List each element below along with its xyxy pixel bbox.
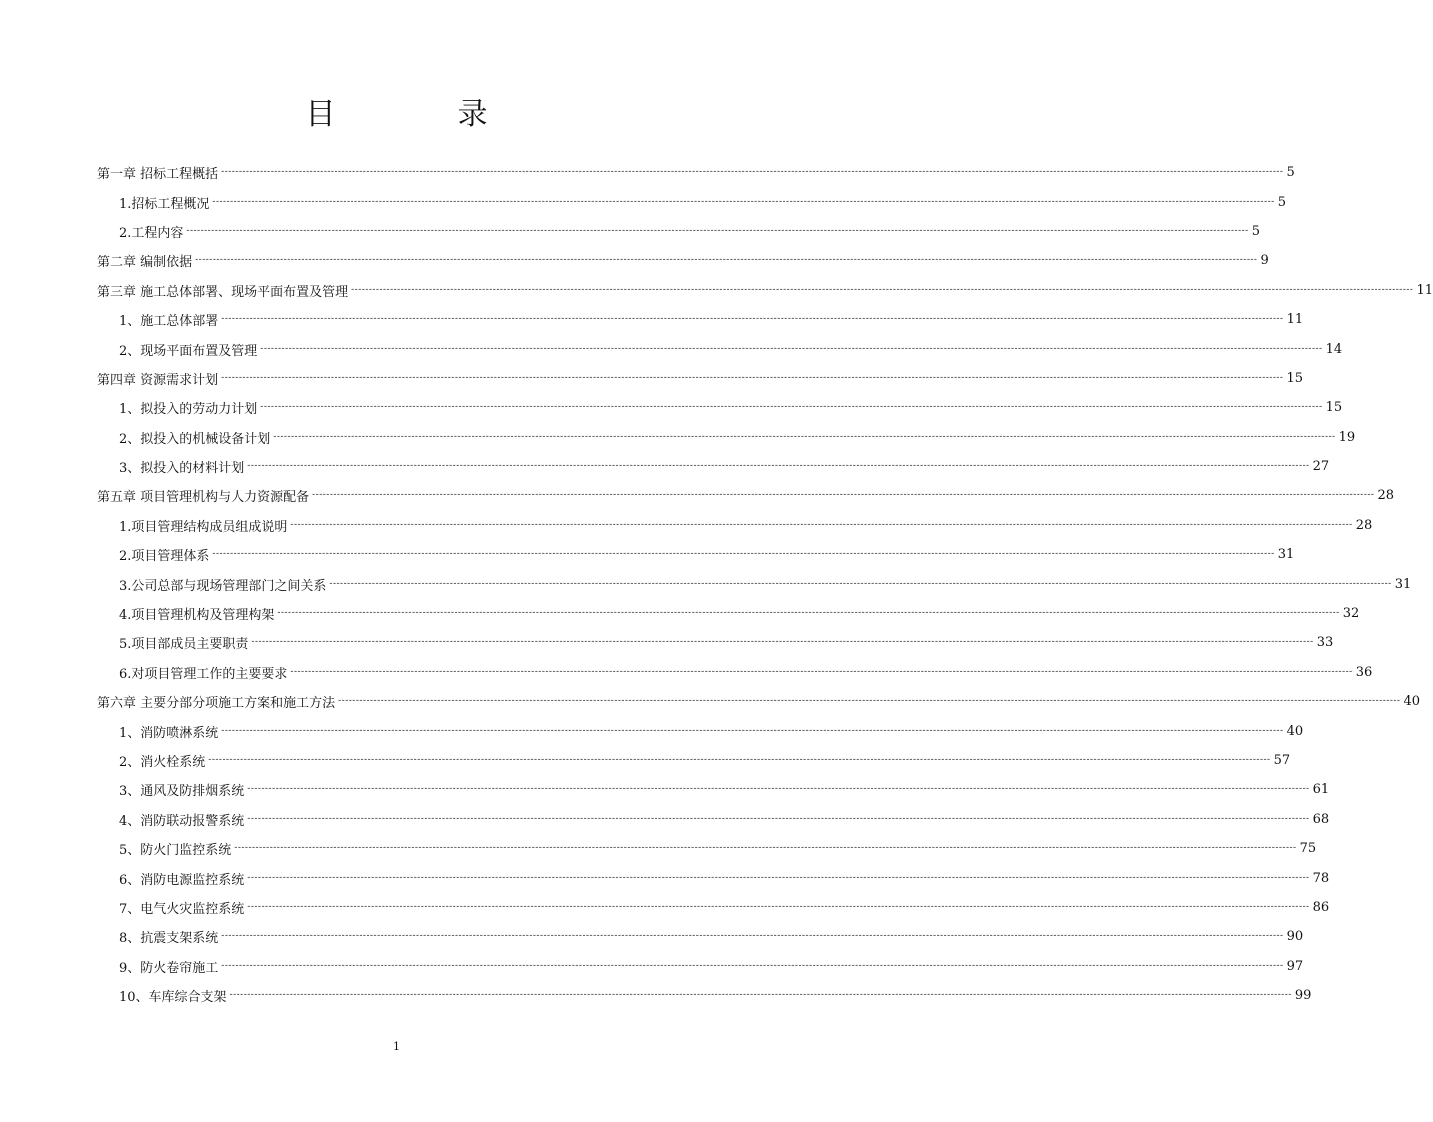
toc-section-entry[interactable] (97, 452, 1330, 481)
toc-entry-label: 8、抗震支架系统 (119, 931, 219, 947)
toc-entry-page: 27 (1312, 459, 1330, 475)
toc-section-entry[interactable] (97, 393, 1343, 422)
toc-leader-dashes: ------------------------------------------------------------------------------------------------------------------------------------------------------------------------------------------------------------------------------------------------------------------------------------------------------------ (212, 549, 1275, 560)
toc-entry-label: 3.公司总部与现场管理部门之间关系 (119, 578, 327, 594)
toc-leader-dashes: ------------------------------------------------------------------------------------------------------------------------------------------------------------------------------------------------------------------------------------------------------------------------------------------------------------ (290, 519, 1353, 530)
toc-chapter-entry[interactable] (97, 246, 1269, 275)
page-title: 目 录 (305, 97, 534, 132)
toc-entry-label: 第三章 施工总体部署、现场平面布置及管理 (97, 284, 349, 300)
toc-leader-dashes: ------------------------------------------------------------------------------------------------------------------------------------------------------------------------------------------------------------------------------------------------------------------------------------------------------------ (221, 725, 1284, 736)
toc-entry-page: 5 (1277, 194, 1286, 210)
toc-entry-label: 第一章 招标工程概括 (97, 167, 219, 183)
toc-entry-label: 3、拟投入的材料计划 (119, 461, 245, 477)
toc-chapter-entry[interactable] (97, 687, 1420, 716)
toc-leader-dashes: ------------------------------------------------------------------------------------------------------------------------------------------------------------------------------------------------------------------------------------------------------------------------------------------------------------ (247, 461, 1310, 472)
toc-entry-page: 15 (1286, 370, 1303, 386)
toc-leader-dashes: ------------------------------------------------------------------------------------------------------------------------------------------------------------------------------------------------------------------------------------------------------------------------------------------------------------ (260, 343, 1323, 354)
toc-entry-label: 1.招标工程概况 (119, 196, 210, 212)
toc-entry-label: 6、消防电源监控系统 (119, 872, 245, 888)
toc-entry-page: 97 (1286, 958, 1304, 974)
toc-entry-page: 11 (1286, 312, 1304, 328)
toc-entry-label: 第四章 资源需求计划 (97, 372, 219, 388)
toc-leader-dashes: ------------------------------------------------------------------------------------------------------------------------------------------------------------------------------------------------------------------------------------------------------------------------------------------------------------ (195, 255, 1258, 266)
toc-section-entry[interactable] (97, 922, 1304, 951)
toc-entry-page: 36 (1355, 664, 1373, 680)
toc-leader-dashes: ------------------------------------------------------------------------------------------------------------------------------------------------------------------------------------------------------------------------------------------------------------------------------------------------------------ (247, 813, 1310, 824)
toc-leader-dashes: ------------------------------------------------------------------------------------------------------------------------------------------------------------------------------------------------------------------------------------------------------------------------------------------------------------ (221, 372, 1284, 383)
table-of-contents (97, 158, 1433, 1010)
toc-section-entry[interactable] (97, 981, 1312, 1010)
toc-entry-label: 2、现场平面布置及管理 (119, 343, 258, 359)
toc-leader-dashes: ------------------------------------------------------------------------------------------------------------------------------------------------------------------------------------------------------------------------------------------------------------------------------------------------------------ (221, 314, 1284, 325)
toc-leader-dashes: ------------------------------------------------------------------------------------------------------------------------------------------------------------------------------------------------------------------------------------------------------------------------------------------------------------ (229, 990, 1292, 1001)
toc-entry-label: 第六章 主要分部分项施工方案和施工方法 (97, 696, 336, 712)
toc-section-entry[interactable] (97, 569, 1412, 598)
toc-leader-dashes: ------------------------------------------------------------------------------------------------------------------------------------------------------------------------------------------------------------------------------------------------------------------------------------------------------------ (251, 637, 1314, 648)
toc-entry-page: 14 (1325, 341, 1343, 357)
toc-section-entry[interactable] (97, 952, 1304, 981)
toc-entry-label: 4.项目管理机构及管理构架 (119, 608, 275, 624)
toc-entry-page: 31 (1394, 576, 1412, 592)
toc-leader-dashes: ------------------------------------------------------------------------------------------------------------------------------------------------------------------------------------------------------------------------------------------------------------------------------------------------------------ (186, 225, 1249, 236)
toc-entry-page: 9 (1260, 253, 1269, 269)
toc-entry-label: 5.项目部成员主要职责 (119, 637, 249, 653)
toc-section-entry[interactable] (97, 628, 1334, 657)
toc-entry-page: 19 (1338, 429, 1356, 445)
toc-entry-page: 28 (1355, 517, 1373, 533)
toc-entry-label: 第二章 编制依据 (97, 255, 193, 271)
toc-entry-page: 5 (1286, 165, 1295, 181)
toc-entry-page: 31 (1277, 547, 1295, 563)
toc-section-entry[interactable] (97, 599, 1360, 628)
toc-section-entry[interactable] (97, 423, 1356, 452)
toc-leader-dashes: ------------------------------------------------------------------------------------------------------------------------------------------------------------------------------------------------------------------------------------------------------------------------------------------------------------ (208, 755, 1271, 765)
toc-leader-dashes: ------------------------------------------------------------------------------------------------------------------------------------------------------------------------------------------------------------------------------------------------------------------------------------------------------------ (277, 608, 1340, 619)
toc-entry-label: 10、车库综合支架 (119, 990, 227, 1006)
toc-leader-dashes: ------------------------------------------------------------------------------------------------------------------------------------------------------------------------------------------------------------------------------------------------------------------------------------------------------------ (247, 901, 1310, 912)
toc-leader-dashes: ------------------------------------------------------------------------------------------------------------------------------------------------------------------------------------------------------------------------------------------------------------------------------------------------------------ (221, 960, 1284, 971)
toc-section-entry[interactable] (97, 775, 1330, 804)
toc-entry-page: 57 (1273, 753, 1291, 768)
toc-leader-dashes: ------------------------------------------------------------------------------------------------------------------------------------------------------------------------------------------------------------------------------------------------------------------------------------------------------------ (273, 431, 1336, 442)
toc-chapter-entry[interactable] (97, 158, 1295, 187)
toc-leader-dashes: ------------------------------------------------------------------------------------------------------------------------------------------------------------------------------------------------------------------------------------------------------------------------------------------------------------ (234, 843, 1297, 854)
toc-entry-label: 7、电气火灾监控系统 (119, 901, 245, 917)
toc-entry-label: 5、防火门监控系统 (119, 843, 232, 859)
toc-leader-dashes: ------------------------------------------------------------------------------------------------------------------------------------------------------------------------------------------------------------------------------------------------------------------------------------------------------------ (351, 284, 1414, 295)
toc-entry-label: 9、防火卷帘施工 (119, 960, 219, 976)
toc-entry-page: 40 (1286, 723, 1304, 739)
toc-leader-dashes: ------------------------------------------------------------------------------------------------------------------------------------------------------------------------------------------------------------------------------------------------------------------------------------------------------------ (221, 931, 1284, 942)
toc-entry-page: 68 (1312, 811, 1330, 827)
toc-entry-label: 1、消防喷淋系统 (119, 725, 219, 741)
toc-section-entry[interactable] (97, 217, 1260, 246)
toc-chapter-entry[interactable] (97, 364, 1303, 393)
toc-leader-dashes: ------------------------------------------------------------------------------------------------------------------------------------------------------------------------------------------------------------------------------------------------------------------------------------------------------------ (212, 196, 1275, 207)
toc-entry-page: 11 (1416, 282, 1433, 298)
toc-section-entry[interactable] (97, 746, 1291, 775)
toc-entry-page: 32 (1342, 606, 1360, 622)
toc-leader-dashes: ------------------------------------------------------------------------------------------------------------------------------------------------------------------------------------------------------------------------------------------------------------------------------------------------------------ (290, 666, 1353, 677)
toc-entry-label: 2.项目管理体系 (119, 549, 210, 565)
toc-entry-label: 3、通风及防排烟系统 (119, 784, 245, 800)
toc-entry-label: 2、消火栓系统 (119, 755, 206, 770)
toc-entry-label: 1、拟投入的劳动力计划 (119, 402, 258, 418)
toc-entry-label: 1、施工总体部署 (119, 314, 219, 330)
toc-entry-page: 86 (1312, 899, 1330, 915)
toc-entry-label: 第五章 项目管理机构与人力资源配备 (97, 490, 310, 506)
toc-entry-page: 40 (1403, 694, 1420, 710)
page-number: 1 (393, 1040, 400, 1053)
toc-chapter-entry[interactable] (97, 276, 1433, 305)
toc-entry-page: 75 (1299, 841, 1317, 857)
toc-section-entry[interactable] (97, 805, 1330, 834)
toc-entry-label: 1.项目管理结构成员组成说明 (119, 519, 288, 535)
toc-entry-label: 2、拟投入的机械设备计划 (119, 431, 271, 447)
toc-section-entry[interactable] (97, 334, 1343, 363)
toc-entry-page: 99 (1294, 988, 1312, 1004)
toc-section-entry[interactable] (97, 187, 1286, 216)
toc-leader-dashes: ------------------------------------------------------------------------------------------------------------------------------------------------------------------------------------------------------------------------------------------------------------------------------------------------------------ (247, 872, 1310, 883)
toc-leader-dashes: ------------------------------------------------------------------------------------------------------------------------------------------------------------------------------------------------------------------------------------------------------------------------------------------------------------ (221, 167, 1284, 178)
toc-section-entry[interactable] (97, 834, 1317, 863)
toc-entry-page: 15 (1325, 400, 1343, 416)
toc-leader-dashes: ------------------------------------------------------------------------------------------------------------------------------------------------------------------------------------------------------------------------------------------------------------------------------------------------------------ (247, 784, 1310, 795)
toc-leader-dashes: ------------------------------------------------------------------------------------------------------------------------------------------------------------------------------------------------------------------------------------------------------------------------------------------------------------ (329, 578, 1392, 589)
toc-section-entry[interactable] (97, 716, 1304, 745)
toc-entry-label: 6.对项目管理工作的主要要求 (119, 666, 288, 682)
toc-leader-dashes: ------------------------------------------------------------------------------------------------------------------------------------------------------------------------------------------------------------------------------------------------------------------------------------------------------------ (260, 402, 1323, 413)
toc-section-entry[interactable] (97, 893, 1330, 922)
toc-section-entry[interactable] (97, 863, 1330, 892)
toc-entry-label: 2.工程内容 (119, 225, 184, 241)
toc-leader-dashes: ------------------------------------------------------------------------------------------------------------------------------------------------------------------------------------------------------------------------------------------------------------------------------------------------------------ (312, 490, 1375, 501)
toc-entry-page: 5 (1251, 223, 1260, 239)
toc-section-entry[interactable] (97, 305, 1304, 334)
toc-entry-label: 4、消防联动报警系统 (119, 813, 245, 829)
toc-chapter-entry[interactable] (97, 481, 1394, 510)
toc-leader-dashes: ------------------------------------------------------------------------------------------------------------------------------------------------------------------------------------------------------------------------------------------------------------------------------------------------------------ (338, 696, 1401, 707)
toc-entry-page: 28 (1377, 488, 1394, 504)
toc-section-entry[interactable] (97, 540, 1295, 569)
toc-section-entry[interactable] (97, 658, 1373, 687)
toc-entry-page: 90 (1286, 929, 1304, 945)
toc-entry-page: 61 (1312, 782, 1330, 798)
toc-section-entry[interactable] (97, 511, 1373, 540)
toc-entry-page: 78 (1312, 870, 1330, 886)
toc-entry-page: 33 (1316, 635, 1334, 651)
